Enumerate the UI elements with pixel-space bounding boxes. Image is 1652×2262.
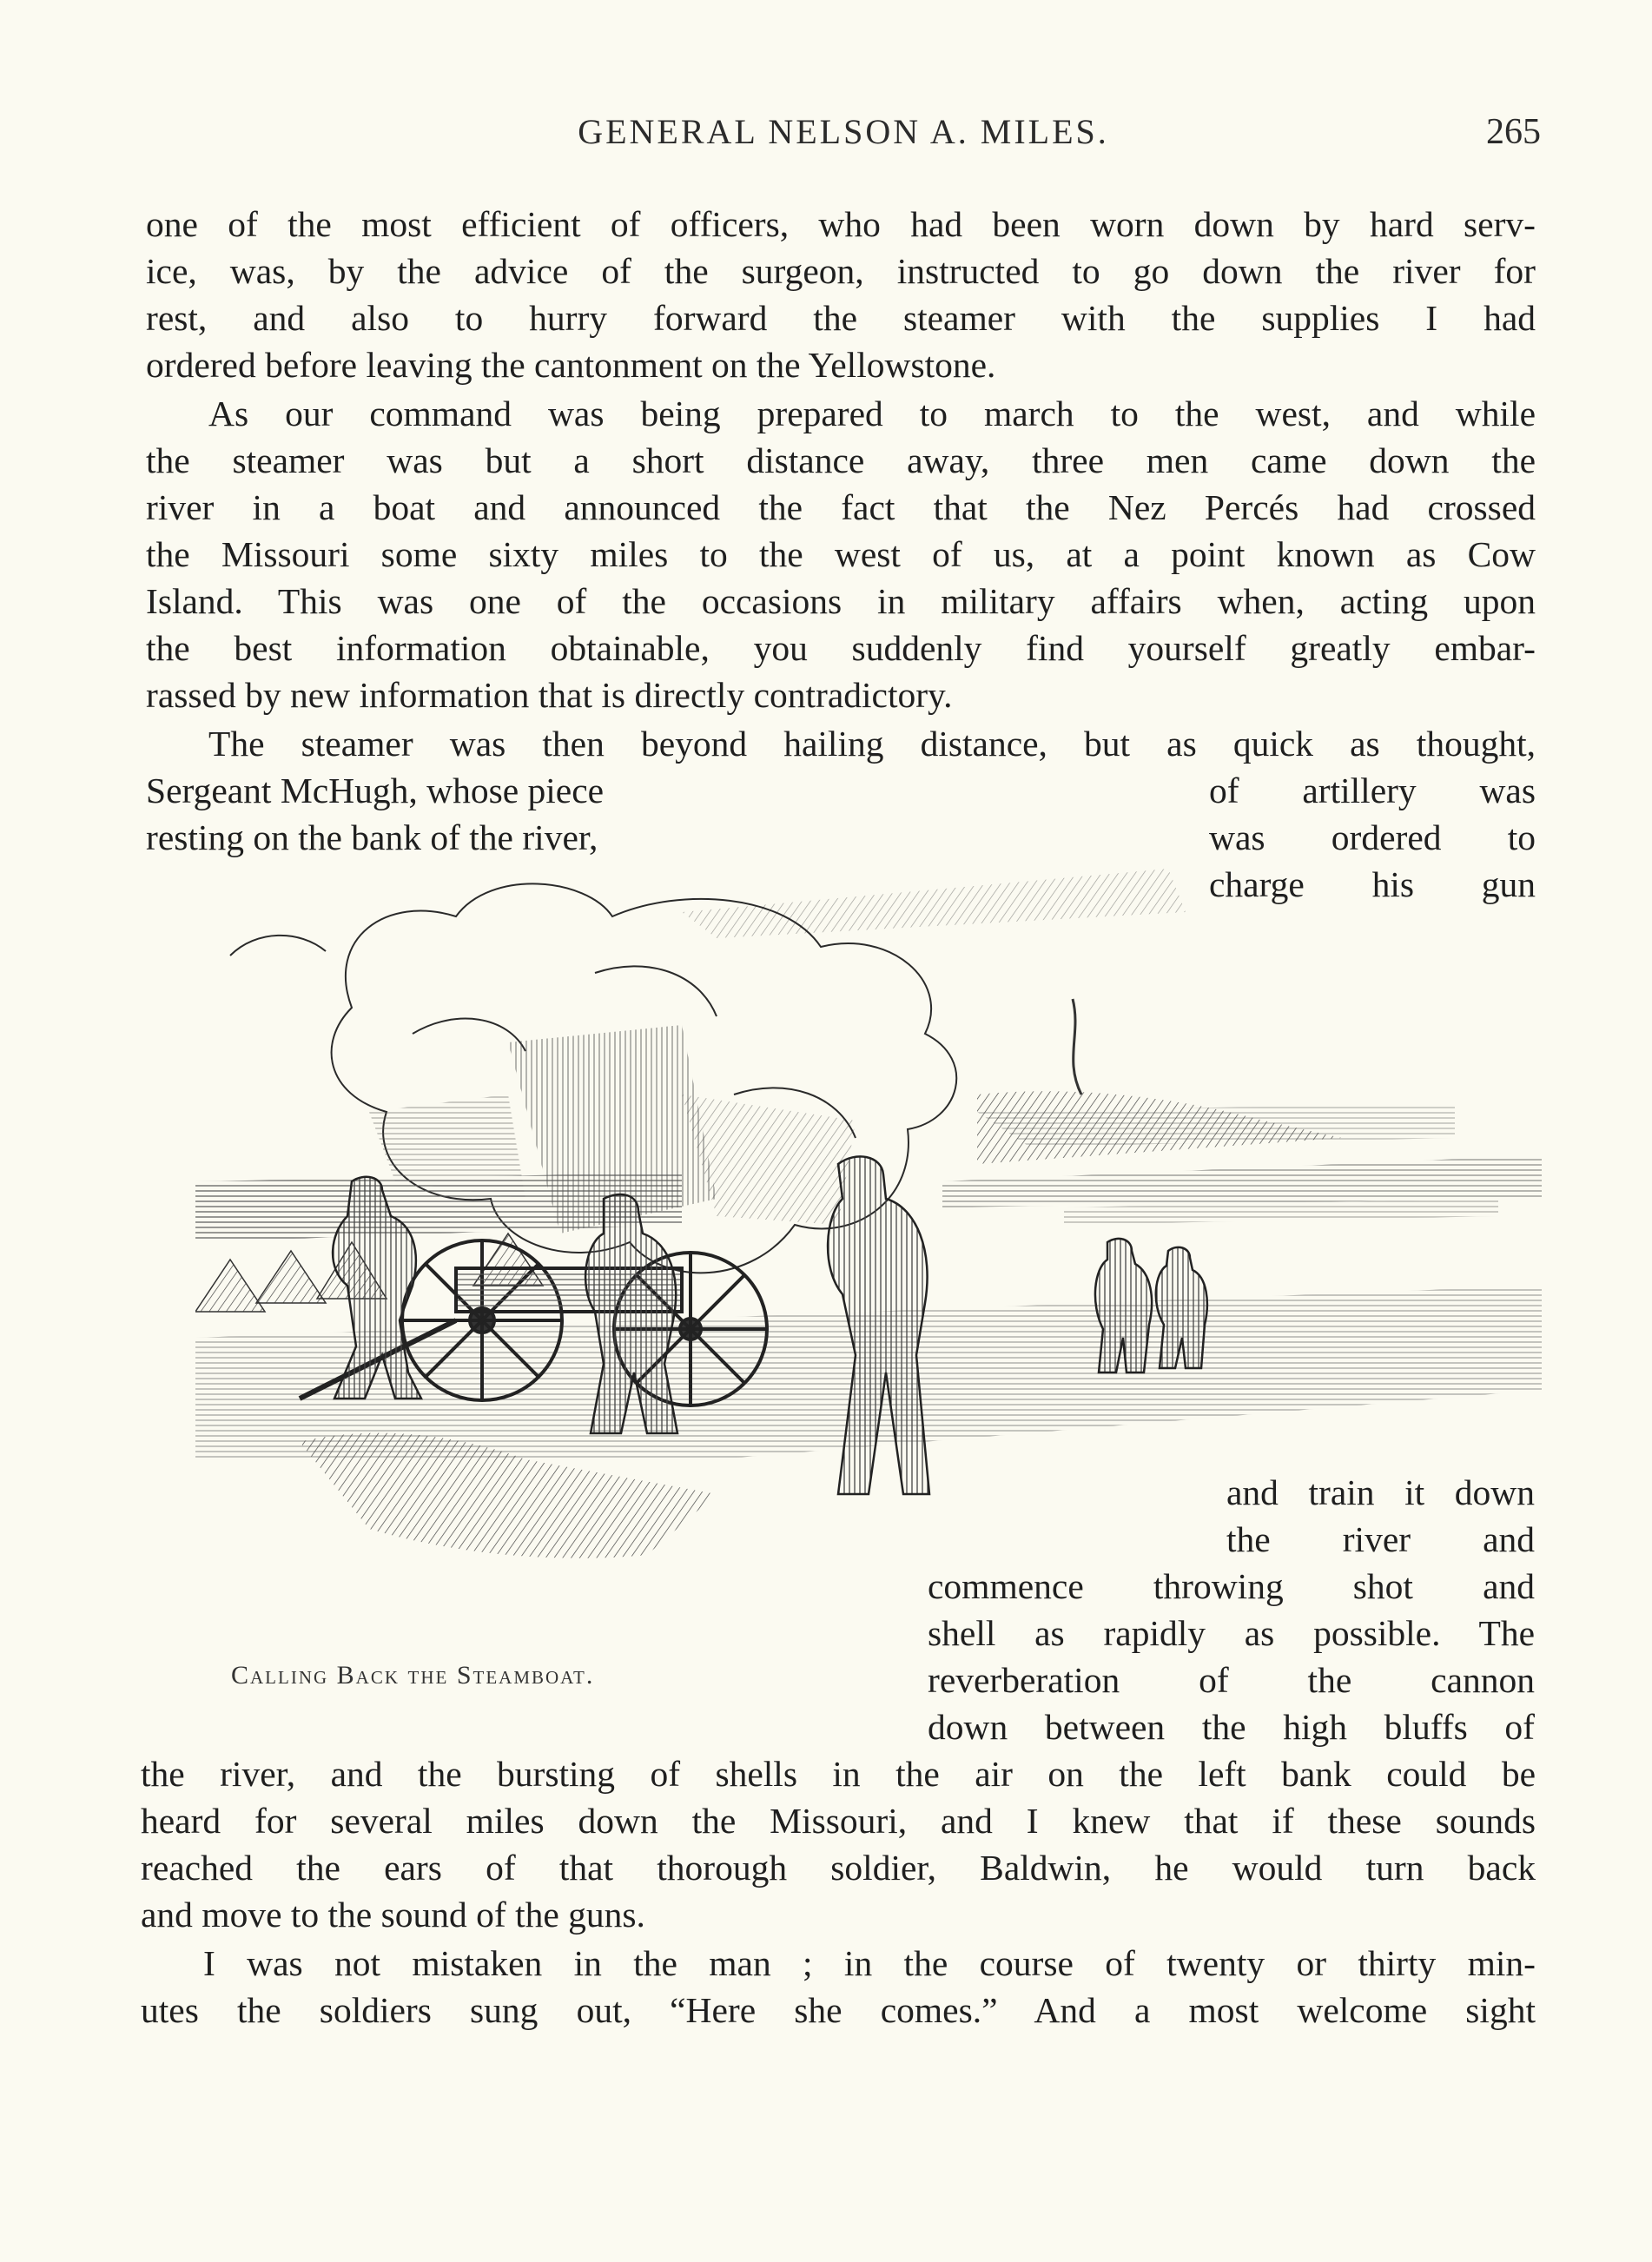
text-line: and move to the sound of the guns.: [141, 1895, 645, 1935]
text-line: rest, and also to hurry forward the steamer with the supplies I had: [146, 298, 1536, 338]
text-line: commence throwing shot and: [928, 1566, 1535, 1606]
text-line: heard for several miles down the Missouri, and I knew that if these sounds: [141, 1801, 1536, 1841]
text-line: ordered before leaving the cantonment on the Yellowstone.: [146, 345, 996, 385]
text-line: resting on the bank of the river,: [146, 817, 598, 857]
text-line: one of the most efficient of officers, who had been worn down by hard serv-: [146, 204, 1536, 244]
text-line: I was not mistaken in the man ; in the course of twenty or thirty min-: [203, 1943, 1536, 1983]
text-line: ice, was, by the advice of the surgeon, instructed to go down the river for: [146, 251, 1536, 291]
page-number: 265: [1486, 112, 1541, 152]
text-line: utes the soldiers sung out, “Here she comes.” And a most welcome sight: [141, 1990, 1536, 2030]
text-line: river in a boat and announced the fact that the Nez Percés had crossed: [146, 487, 1536, 527]
text-line: Island. This was one of the occasions in military affairs when, acting upon: [146, 581, 1536, 621]
text-line: As our command was being prepared to march to the west, and while: [208, 394, 1536, 433]
text-line: the best information obtainable, you suddenly find yourself greatly embar-: [146, 628, 1536, 668]
text-line: Sergeant McHugh, whose piece: [146, 771, 605, 810]
text-line: the steamer was but a short distance away, three men came down the: [146, 440, 1536, 480]
text-line: of artillery was: [1209, 771, 1536, 810]
text-line: the river and: [1226, 1519, 1535, 1559]
text-line: reverberation of the cannon: [928, 1660, 1535, 1700]
illustration-calling-back-steamboat: [195, 834, 1542, 1650]
text-line: rassed by new information that is directly contradictory.: [146, 675, 953, 715]
text-line: the Missouri some sixty miles to the west of us, at a point known as Cow: [146, 534, 1536, 574]
text-line: reached the ears of that thorough soldier, Baldwin, he would turn back: [141, 1848, 1536, 1888]
text-line: down between the high bluffs of: [928, 1707, 1535, 1747]
text-line: shell as rapidly as possible. The: [928, 1613, 1535, 1653]
page-header: [146, 111, 1541, 163]
text-line: and train it down: [1226, 1472, 1535, 1512]
text-line: charge his gun: [1209, 864, 1536, 904]
text-line: The steamer was then beyond hailing distance, but as quick as thought,: [208, 724, 1536, 764]
text-line: was ordered to: [1209, 817, 1536, 857]
text-line: the river, and the bursting of shells in the air on the left bank could be: [141, 1754, 1536, 1794]
figure-caption: Calling Back the Steamboat.: [231, 1661, 595, 1690]
running-head: GENERAL NELSON A. MILES.: [578, 112, 1109, 151]
